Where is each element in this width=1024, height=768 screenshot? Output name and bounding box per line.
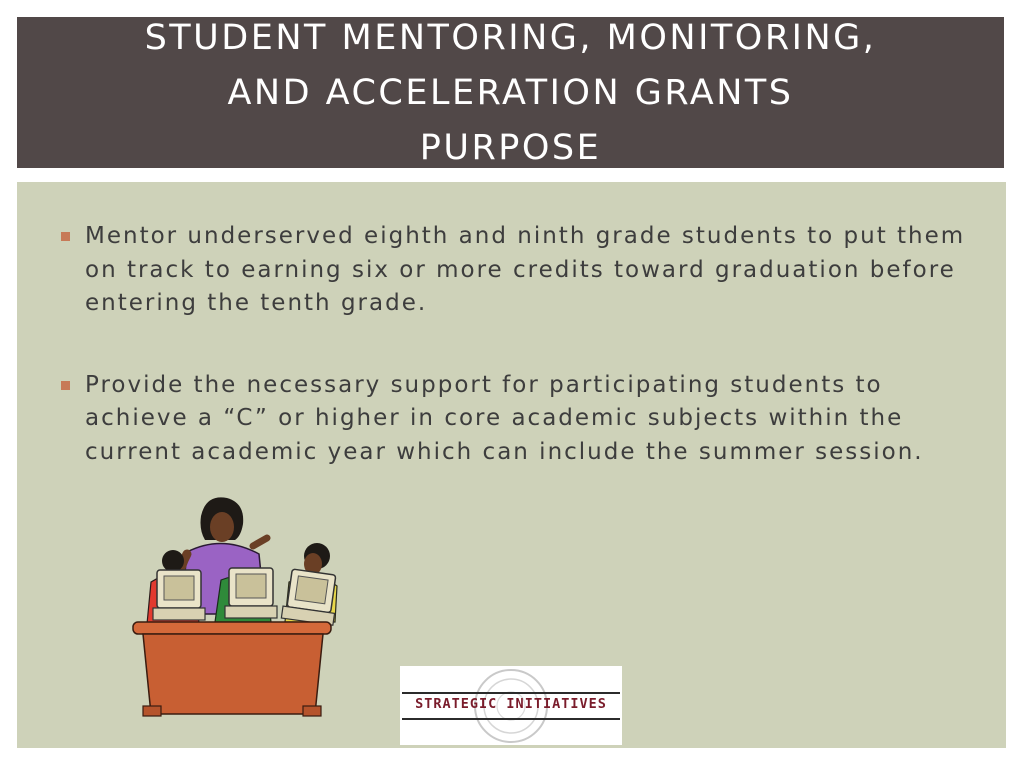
strategic-initiatives-logo: [400, 666, 622, 745]
teacher-students-computers-icon: [129, 494, 339, 724]
title-line: STUDENT MENTORING, MONITORING,: [144, 18, 877, 58]
bullet-square-icon: [61, 381, 70, 390]
bullet-text: Provide the necessary support for participating students to achieve a “C” or higher in core academic subjects within the current academic year which can include the summer session.: [85, 371, 924, 465]
slide-title: [145, 11, 877, 176]
title-line: AND ACCELERATION GRANTS: [227, 73, 794, 113]
logo-rule-top: [402, 692, 620, 694]
bullet-item: [59, 220, 979, 321]
title-line: PURPOSE: [419, 128, 602, 168]
title-bar: [17, 17, 1004, 168]
bullet-item: [59, 369, 979, 470]
bullet-text: Mentor underserved eighth and ninth grade students to put them on track to earning six or more credits toward graduation before entering the tenth grade.: [85, 223, 966, 316]
logo-text: STRATEGIC INITIATIVES: [415, 696, 607, 712]
bullet-list: [59, 220, 979, 469]
logo-rule-bottom: [402, 718, 620, 720]
content-panel: [17, 182, 1006, 748]
bullet-square-icon: [61, 232, 70, 241]
